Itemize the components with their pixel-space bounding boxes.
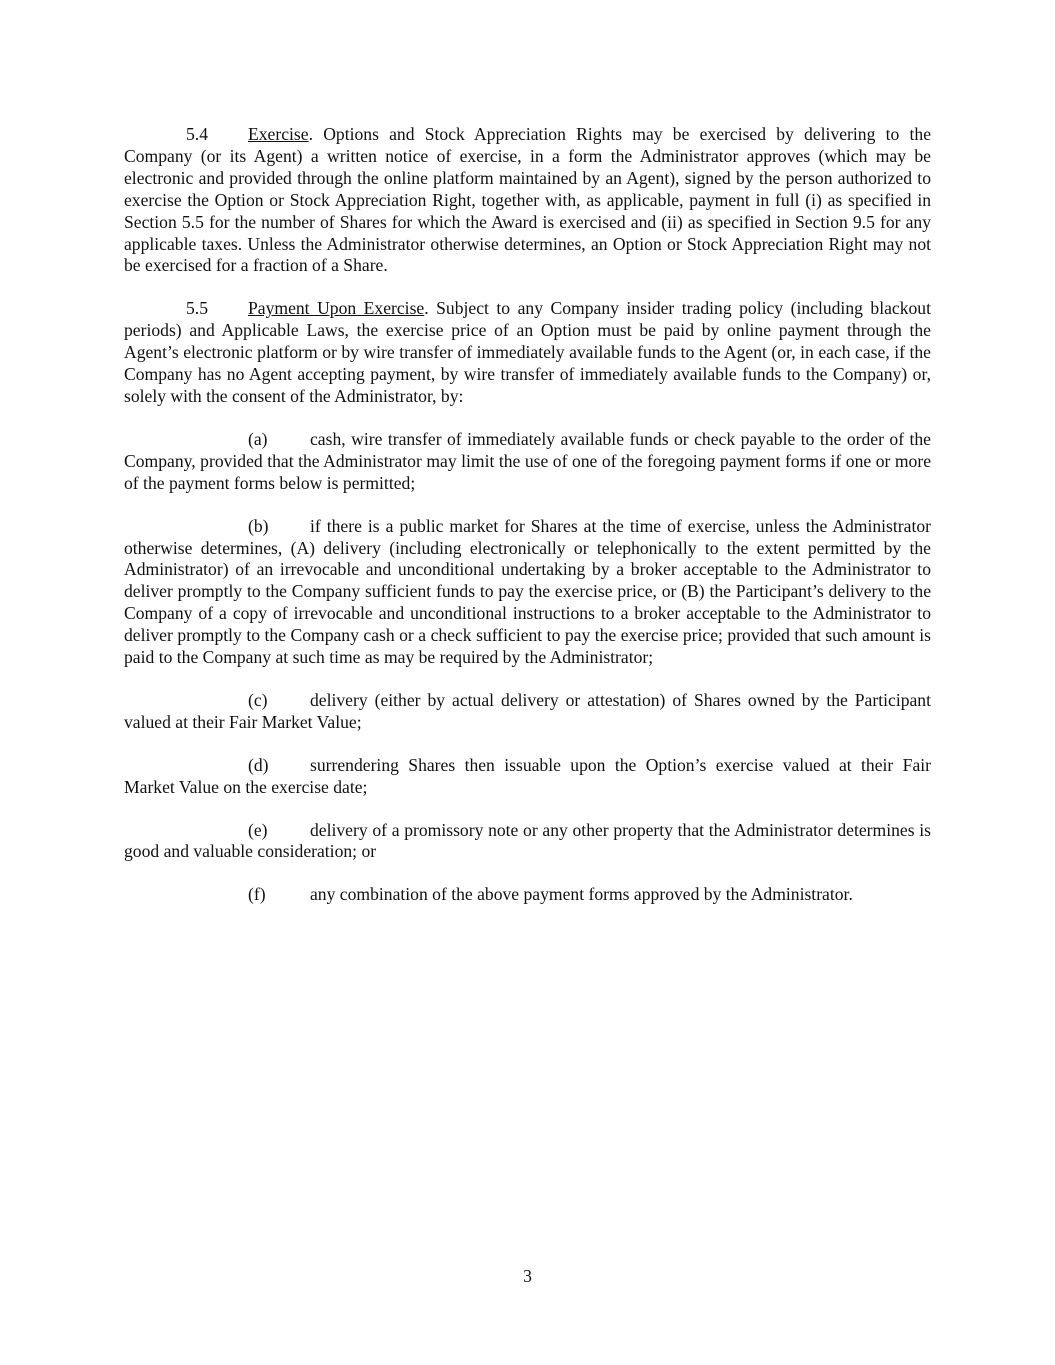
list-item: [124, 820, 931, 864]
list-item: [124, 690, 931, 734]
item-text: any combination of the above payment forms approved by the Administrator.: [310, 884, 853, 905]
page-number: 3: [523, 1266, 532, 1286]
item-label: (a): [248, 428, 268, 449]
item-label: (f): [248, 884, 266, 905]
list-item: [124, 884, 931, 906]
section-body: . Options and Stock Appreciation Rights may be exercised by delivering to the Company (or its Agent) a written notice of exercise, in a form the Administrator approves (which may be electronic and provided through the online platform maintained by an Agent), signed by the person authorized to exercise the Option or Stock Appreciation Right, together with, as applicable, payment in full (i) as specified in Section 5.5 for the number of Shares for which the Award is exercised and (ii) as specified in Section 9.5 for any applicable taxes. Unless the Administrator otherwise determines, an Option or Stock Appreciation Right may not be exercised for a fraction of a Share.: [124, 124, 931, 276]
list-item: [124, 755, 931, 799]
section-5-5: [124, 298, 931, 408]
list-item: [124, 429, 931, 495]
item-text: delivery of a promissory note or any other property that the Administrator determines is good and valuable consideration; or: [124, 819, 931, 862]
section-heading: Exercise: [248, 124, 309, 144]
section-number: 5.5: [186, 298, 208, 319]
item-text: surrendering Shares then issuable upon the Option’s exercise valued at their Fair Market Value on the exercise date;: [124, 754, 931, 797]
document-page: [124, 124, 931, 906]
section-number: 5.4: [186, 124, 208, 144]
section-heading: Payment Upon Exercise: [248, 298, 425, 319]
section-body: . Subject to any Company insider trading policy (including blackout periods) and Applicable Laws, the exercise price of an Option must be paid by online payment through the Agent’s electronic platform or by wire transfer of immediately available funds to the Agent (or, in each case, if the Company has no Agent accepting payment, by wire transfer of immediately available funds to the Company) or, solely with the consent of the Administrator, by:: [124, 298, 931, 406]
item-label: (b): [248, 515, 269, 536]
item-text: if there is a public market for Shares at the time of exercise, unless the Administrator otherwise determines, (A) delivery (including electronically or telephonically to the extent permitted by the Administrator) of an irrevocable and unconditional undertaking by a broker acceptable to the Administrator to deliver promptly to the Company sufficient funds to pay the exercise price, or (B) the Participant’s delivery to the Company of a copy of irrevocable and unconditional instructions to a broker acceptable to the Administrator to deliver promptly to the Company cash or a check sufficient to pay the exercise price; provided that such amount is paid to the Company at such time as may be required by the Administrator;: [124, 515, 931, 668]
section-5-4: [124, 124, 931, 277]
item-label: (e): [248, 819, 268, 840]
item-label: (c): [248, 689, 268, 710]
list-item: [124, 516, 931, 669]
item-label: (d): [248, 754, 269, 775]
item-text: cash, wire transfer of immediately available funds or check payable to the order of the Company, provided that the Administrator may limit the use of one of the foregoing payment forms if one or more of the payment forms below is permitted;: [124, 428, 931, 493]
item-text: delivery (either by actual delivery or attestation) of Shares owned by the Participant valued at their Fair Market Value;: [124, 689, 931, 732]
